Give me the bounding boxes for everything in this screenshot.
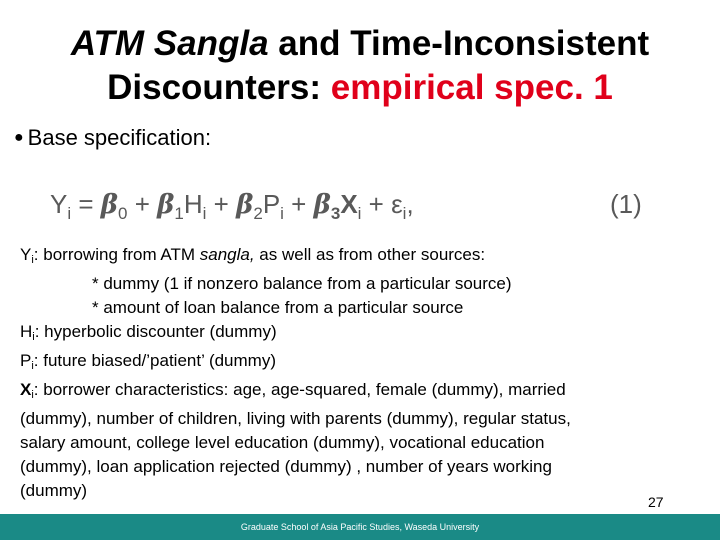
equation: [50, 188, 414, 230]
eq-sub: i: [280, 204, 284, 223]
eq-sub: i: [357, 204, 362, 223]
var-sub: i: [31, 389, 34, 401]
eq-comma: ,: [406, 189, 414, 219]
eq-h: H: [183, 189, 203, 219]
def-p: [20, 349, 700, 378]
bullet-base-spec: [14, 124, 211, 152]
slide-title: [0, 22, 720, 110]
def-x-line-4: (dummy), loan application rejected (dummy) , number of years working: [20, 457, 552, 476]
eq-sub: 1: [174, 204, 184, 223]
title-red: empirical spec. 1: [330, 68, 613, 107]
var-h: H: [20, 322, 33, 341]
eq-sub: i: [202, 204, 207, 223]
bullet-text: Base specification:: [27, 125, 212, 150]
eq-sub: 3: [330, 204, 341, 223]
eq-sub: 2: [253, 204, 263, 223]
def-x-line-3: salary amount, college level education (dummy), vocational education: [20, 433, 545, 452]
title-line-1: [0, 22, 720, 66]
var-p: P: [20, 351, 32, 370]
eq-sub: i: [67, 204, 72, 223]
eq-y: Y: [50, 189, 68, 219]
eq-equals: =: [71, 189, 101, 219]
def-text: : borrowing from ATM: [33, 245, 200, 264]
def-x-line-2: (dummy), number of children, living with parents (dummy), regular status,: [20, 409, 571, 428]
eq-beta0: β: [100, 190, 119, 220]
eq-plus: +: [361, 189, 392, 219]
var-y: Y: [20, 245, 32, 264]
equation-number: (1): [610, 189, 642, 219]
title-part2: and Time-Inconsistent: [268, 24, 650, 63]
def-y-item-1: * dummy (1 if nonzero balance from a particular source): [92, 274, 512, 293]
eq-sub: 0: [118, 204, 128, 223]
eq-beta2: β: [236, 190, 254, 220]
def-h: [20, 320, 700, 349]
def-text: : hyperbolic discounter (dummy): [34, 322, 277, 341]
page-number: 27: [648, 494, 664, 510]
var-sub: i: [32, 331, 35, 343]
def-x: [20, 378, 700, 407]
eq-beta1: β: [157, 190, 175, 220]
def-y-item-2: * amount of loan balance from a particular source: [92, 298, 464, 317]
variable-definitions: [20, 243, 700, 503]
eq-epsilon: ε: [391, 189, 403, 219]
eq-p: P: [262, 189, 281, 219]
eq-plus: +: [127, 189, 158, 219]
title-italic: ATM Sangla: [70, 24, 269, 63]
var-x: X: [20, 380, 32, 399]
eq-x: X: [340, 189, 358, 219]
bullet-icon: ●: [14, 129, 24, 146]
title-black: Discounters:: [107, 68, 331, 107]
eq-plus: +: [206, 189, 237, 219]
var-sub: i: [31, 360, 34, 372]
footer-bar: [0, 514, 720, 540]
footer-text: Graduate School of Asia Pacific Studies, Waseda University: [240, 522, 480, 532]
eq-beta3: β: [313, 190, 331, 220]
def-text: : borrower characteristics: age, age-squared, female (dummy), married: [33, 380, 566, 399]
def-text: : future biased/’patient’ (dummy): [33, 351, 276, 370]
def-y: [20, 243, 700, 272]
title-line-2: [0, 66, 720, 110]
var-sub: i: [31, 254, 34, 266]
def-text: as well as from other sources:: [254, 245, 486, 264]
eq-plus: +: [283, 189, 314, 219]
eq-sub: i: [402, 204, 407, 223]
def-x-line-5: (dummy): [20, 481, 88, 500]
def-italic: sangla,: [199, 245, 255, 264]
